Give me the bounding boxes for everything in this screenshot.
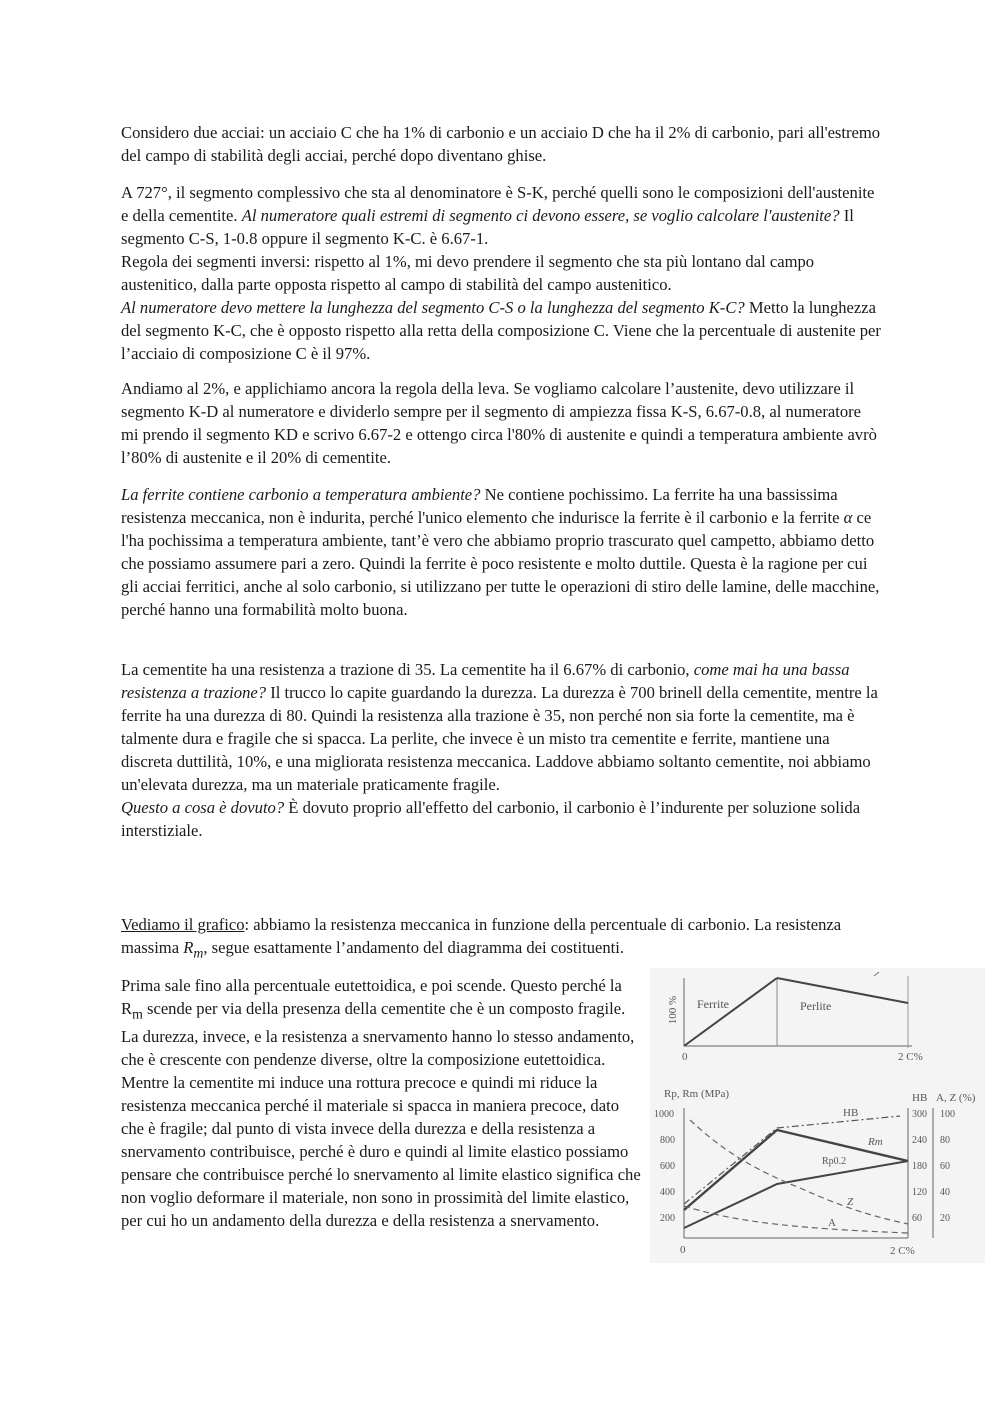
left-tick-800: 800 xyxy=(660,1135,675,1146)
az-axis-title: A, Z (%) xyxy=(936,1092,976,1104)
left-tick-200: 200 xyxy=(660,1213,675,1224)
paragraph-6 xyxy=(121,913,881,964)
rm-symbol: $R_m$ xyxy=(183,938,204,961)
az-tick-20: 20 xyxy=(940,1213,950,1224)
paragraph-2-text-b: Il segmento C-S, 1-0.8 oppure il segmento K-C. è 6.67-1. xyxy=(121,206,854,248)
paragraph-7-text-a: Prima sale fino alla percentuale eutettoidica, e poi scende. Questo perché la xyxy=(121,976,622,995)
rp-curve-label: Rp0.2 xyxy=(822,1156,847,1167)
az-tick-40: 40 xyxy=(940,1187,950,1198)
paragraph-2-question-b: Al numeratore devo mettere la lunghezza del segmento C-S o la lunghezza del segmento K-C? xyxy=(121,298,745,317)
left-axis-title: Rp, Rm (MPa) xyxy=(664,1088,730,1100)
paragraph-2-text-a: A 727°, il segmento complessivo che sta al denominatore è S-K, perché quelli sono le composizioni dell'austenite e della cementite. xyxy=(121,183,875,225)
paragraph-5-question-a: come mai ha una bassa resistenza a trazione? xyxy=(121,660,850,702)
paragraph-2-question-a: Al numeratore quali estremi di segmento ci devono essere, se voglio calcolare l'austenite? xyxy=(241,206,840,225)
hb-tick-60: 60 xyxy=(912,1213,922,1224)
rm-symbol-2: $R_m$ xyxy=(121,999,143,1022)
az-tick-100: 100 xyxy=(940,1109,955,1120)
top-x-end-label: 2 C% xyxy=(898,1051,923,1063)
paragraph-4-question: La ferrite contiene carbonio a temperatura ambiente? xyxy=(121,485,481,504)
left-tick-600: 600 xyxy=(660,1161,675,1172)
hb-curve-label: HB xyxy=(843,1107,859,1119)
alpha-symbol: α xyxy=(843,508,853,527)
figure-svg xyxy=(650,968,985,1263)
top-y-label: 100 % xyxy=(667,995,679,1025)
paragraph-6-text-b: , segue esattamente l’andamento del diagramma dei costituenti. xyxy=(203,938,625,957)
paragraph-4-text-b: ce l'ha pochissima a temperatura ambiente, tant’è vero che abbiamo proprio trascurato quel campetto, abbiamo detto che possiamo assumere pari a zero. Quindi la ferrite è poco resistente e molto duttile. Questa è la ragione per cui gli acciai ferritici, anche al solo carbonio, si utilizzano per tutte le operazioni di stiro delle lamine, delle macchine, perché hanno una formabilità molto buona. xyxy=(121,508,880,619)
graph-heading: Vediamo il grafico xyxy=(121,915,245,934)
paragraph-5-text-a: La cementite ha una resistenza a trazione di 35. La cementite ha il 6.67% di carbonio, xyxy=(121,660,694,679)
hb-tick-300: 300 xyxy=(912,1109,927,1120)
paragraph-5 xyxy=(121,658,881,842)
paragraph-2-text-c: Regola dei segmenti inversi: rispetto al 1%, mi devo prendere il segmento che sta più lontano dal campo austenitico, dalla parte opposta rispetto al campo di stabilità del campo austenitico. xyxy=(121,252,815,294)
bottom-x-end-label: 2 C% xyxy=(890,1245,915,1257)
az-tick-60: 60 xyxy=(940,1161,950,1172)
paragraph-7 xyxy=(121,974,641,1232)
paragraph-4 xyxy=(121,483,881,621)
hb-tick-240: 240 xyxy=(912,1135,927,1146)
paragraph-3-text: Andiamo al 2%, e applichiamo ancora la regola della leva. Se vogliamo calcolare l’austenite, devo utilizzare il segmento K-D al numeratore e dividerlo sempre per il segmento di ampiezza fissa K-S, 6.67-0.8, al numeratore mi prendo il segmento KD e scrivo 6.67-2 e ottengo circa l'80% di austenite e quindi a temperatura ambiente avrò l’80% di austenite e il 20% di cementite. xyxy=(121,379,877,467)
rm-curve-label: Rm xyxy=(868,1136,883,1148)
az-tick-80: 80 xyxy=(940,1135,950,1146)
paragraph-4-text-a: Ne contiene pochissimo. La ferrite ha una bassissima resistenza meccanica, non è indurita, perché l'unico elemento che indurisce la ferrite è il carbonio e la ferrite xyxy=(121,485,844,527)
paragraph-6-text-a: : abbiamo la resistenza meccanica in funzione della percentuale di carbonio. La resistenza massima xyxy=(121,915,842,957)
hb-tick-180: 180 xyxy=(912,1161,927,1172)
left-tick-400: 400 xyxy=(660,1187,675,1198)
paragraph-5-text-c: È dovuto proprio all'effetto del carbonio, il carbonio è l’indurente per soluzione solida interstiziale. xyxy=(121,798,861,840)
top-x0-label: 0 xyxy=(682,1051,688,1063)
hb-tick-120: 120 xyxy=(912,1187,927,1198)
bottom-x0-label: 0 xyxy=(680,1244,686,1256)
a-curve-label: A xyxy=(828,1217,836,1229)
perlite-label: Perlite xyxy=(800,999,832,1013)
paragraph-1 xyxy=(121,121,881,167)
paragraph-2-text-d: Metto la lunghezza del segmento K-C, che è opposto rispetto alla retta della composizione C. Viene che la percentuale di austenite per l’acciaio di composizione C è il 97%. xyxy=(121,298,881,363)
paragraph-1-text: Considero due acciai: un acciaio C che ha 1% di carbonio e un acciaio D che ha il 2% di carbonio, pari all'estremo del campo di stabilità degli acciai, perché dopo diventano ghise. xyxy=(121,123,881,165)
ferrite-label: Ferrite xyxy=(697,997,729,1011)
z-curve-label: Z xyxy=(847,1196,854,1208)
paragraph-2 xyxy=(121,181,881,365)
paragraph-5-text-b: Il trucco lo capite guardando la durezza. La durezza è 700 brinell della cementite, mentre la ferrite ha una durezza di 80. Quindi la resistenza alla trazione è 35, non perché non sia forte la cementite, ma è talmente dura e fragile che si spacca. La perlite, che invece è un misto tra cementite e ferrite, mantiene una discreta duttilità, 10%, e una migliorata resistenza meccanica. Laddove abbiamo soltanto cementite, noi abbiamo un'elevata durezza, ma un materiale praticamente fragile. xyxy=(121,683,878,794)
left-tick-1000: 1000 xyxy=(654,1109,674,1120)
paragraph-3 xyxy=(121,377,881,469)
hb-axis-title: HB xyxy=(912,1092,928,1104)
paragraph-5-question-b: Questo a cosa è dovuto? xyxy=(121,798,285,817)
carbon-properties-figure xyxy=(650,968,985,1263)
paragraph-7-text-b: scende per via della presenza della cementite che è un composto fragile. La durezza, invece, e la resistenza a snervamento hanno lo stesso andamento, che è crescente con pendenze diverse, oltre la composizione eutettoidica. Mentre la cementite mi induce una rottura precoce e quindi mi riduce la resistenza meccanica perché il materiale si spacca in maniera precoce, dato che è fragile; dal punto di vista invece della durezza e della resistenza a snervamento contribuisce, perché è duro e quindi al limite elastico possiamo pensare che contribuisce perché lo snervamento al limite elastico significa che non voglio deformare il materiale, non sono in prossimità del limite elastico, per cui ho un andamento della durezza e della resistenza a snervamento. xyxy=(121,999,641,1231)
